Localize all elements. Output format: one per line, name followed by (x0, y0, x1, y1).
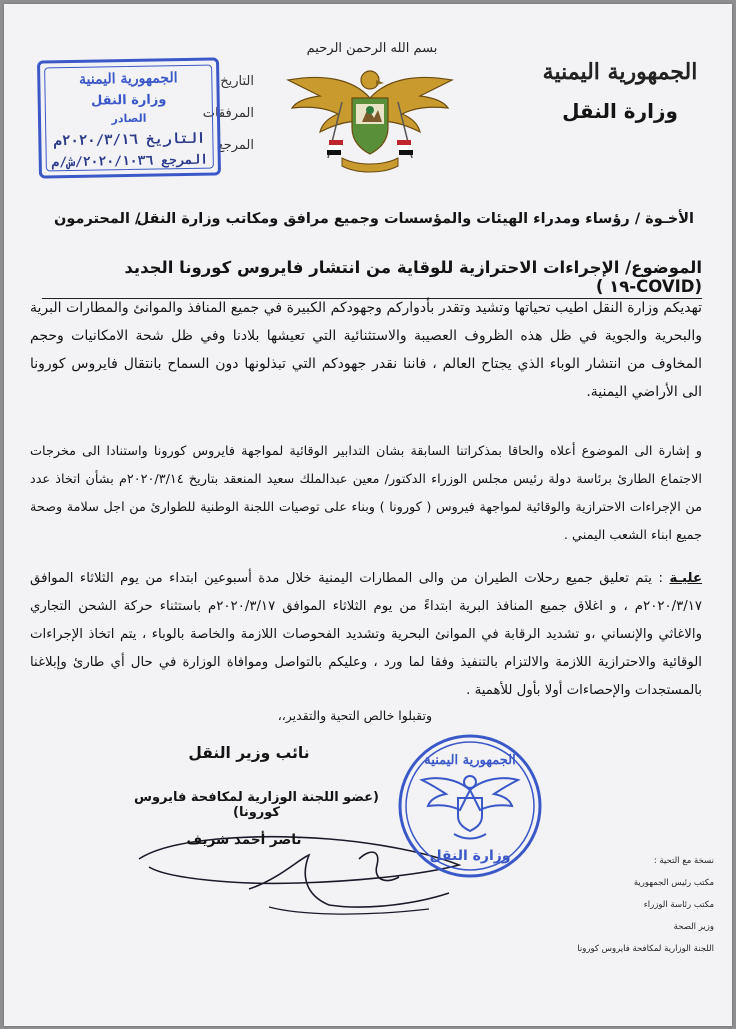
copy-recipient: اللجنة الوزارية لمكافحة فايروس كورونا (577, 944, 714, 954)
reference-label: المرجع (216, 138, 254, 153)
addressee-line (54, 211, 694, 227)
stamp-republic: الجمهورية اليمنية (78, 70, 178, 88)
round-stamp-bottom: وزارة النقل (429, 848, 511, 864)
stamp-date-value: ٢٠٢٠/٣/١٦م (53, 131, 138, 150)
paragraph-reference: و إشارة الى الموضوع أعلاه والحاقا بمذكراتنا السابقة بشان التدابير الوقائية لمواجهة فايروس كورونا واستنادا الى مخرجات الاجتماع الطارئ برئاسة دولة رئيس مجلس الوزراء الدكتور/ معين عبدالملك سعيد المنعقد بتاريخ ٢٠٢٠/٣/١٤م بشأن اتخاذ عدد من الإجراءات الاحترازية والوقائية لمواجهة فيروس ( كورونا ) وبناء على توصيات اللجنة الوطنية للطوارئ من اجل سلامة وصحة جميع ابناء الشعب اليمني . (30, 444, 702, 543)
copies-heading: نسخة مع التحية : (653, 856, 714, 866)
stamp-date (41, 130, 217, 149)
addressee-recipients: الأخـوة / رؤساء ومدراء الهيئات والمؤسسات وجميع مرافق ومكاتب وزارة النقل (136, 211, 694, 227)
yemen-eagle-emblem-icon (282, 58, 458, 176)
stamp-ministry: وزارة النقل (90, 92, 167, 109)
closing-regards: وتقبلوا خالص التحية والتقدير،، (277, 708, 432, 723)
directive-body: : يتم تعليق جميع رحلات الطيران من والى المطارات اليمنية خلال مدة أسبوعين ابتداء من يوم الثلاثاء الموافق ٢٠٢٠/٣/١٧م ، و اغلاق جميع المنافذ البرية ابتداءً من يوم الثلاثاء الموافق ٢٠٢٠/٣/١٧م باستثناء حركة الشحن التجاري والاغاثي والإنساني ،و تشديد الرقابة في الموانئ البحرية وتشديد الفحوصات اللازمة والخاصة بالوباء ، يتم اتخاذ الإجراءات الوقائية والاحترازية اللازمة والالتزام بالتنفيذ وفقا لما ورد ، وعليكم بالتواصل وموافاة الوزارة في حال أي طارئ وإبلاغنا بالمستجدات والإحصاءات أولا بأول للأهمية . (30, 571, 702, 698)
round-stamp-top: الجمهورية اليمنية (424, 753, 516, 768)
paragraph-greeting: تهديكم وزارة النقل اطيب تحياتها وتشيد وتقدر بأدواركم وجهودكم الكبيرة في جميع المنافذ والموانئ والمطارات البرية والبحرية والجوية في ظل هذه الظروف العصيبة والاستثنائية التي تعيشها بلادنا وفي ظل شحة الامكانيات وحجم المخاوف من انتشار الوباء الذي يجتاح العالم ، فاننا نقدر جهودكم التي تبذلونها دون السماح بانتقال فايروس كورونا الى الأراضي اليمنية. (30, 300, 702, 400)
outgoing-stamp (37, 57, 221, 178)
directive-lead: عليـة (669, 571, 702, 586)
copy-recipient: مكتب رئاسة الوزراء (643, 900, 714, 910)
copy-recipient: وزير الصحة (673, 922, 714, 932)
republic-name: الجمهورية اليمنية (542, 59, 698, 85)
signatory-role: (عضو اللجنة الوزارية لمكافحة فايروس كورونا) (134, 790, 379, 820)
stamp-reference (42, 152, 218, 170)
signatory-name: ناصر أحمد شريف (186, 832, 302, 848)
basmala: بسم الله الرحمن الرحيم (306, 41, 438, 56)
subject-line: الموضوع/ الإجراءات الاحترازية للوقاية من انتشار فايروس كورونا الجديد (COVID-١٩ ) (42, 258, 702, 299)
attachments-label: المرفقات (202, 106, 254, 121)
stamp-date-label: التاريخ (146, 130, 206, 148)
copies-list (454, 856, 714, 966)
letterhead-right (520, 59, 720, 123)
stamp-ref-value: ٢٠٢٠/١٠٣٦/ش/م (51, 153, 154, 171)
letter-page (4, 4, 732, 1026)
signatory-title: نائب وزير النقل (188, 744, 310, 762)
stamp-outgoing: الصادر (111, 111, 147, 126)
ministry-name: وزارة النقل (562, 99, 678, 123)
addressee-honorific: / المحترمون (54, 211, 141, 227)
paragraph-directive (30, 565, 702, 705)
date-label: التاريخ (220, 74, 254, 89)
copy-recipient: مكتب رئيس الجمهورية (633, 878, 714, 888)
stamp-ref-label: المرجع (160, 152, 209, 169)
